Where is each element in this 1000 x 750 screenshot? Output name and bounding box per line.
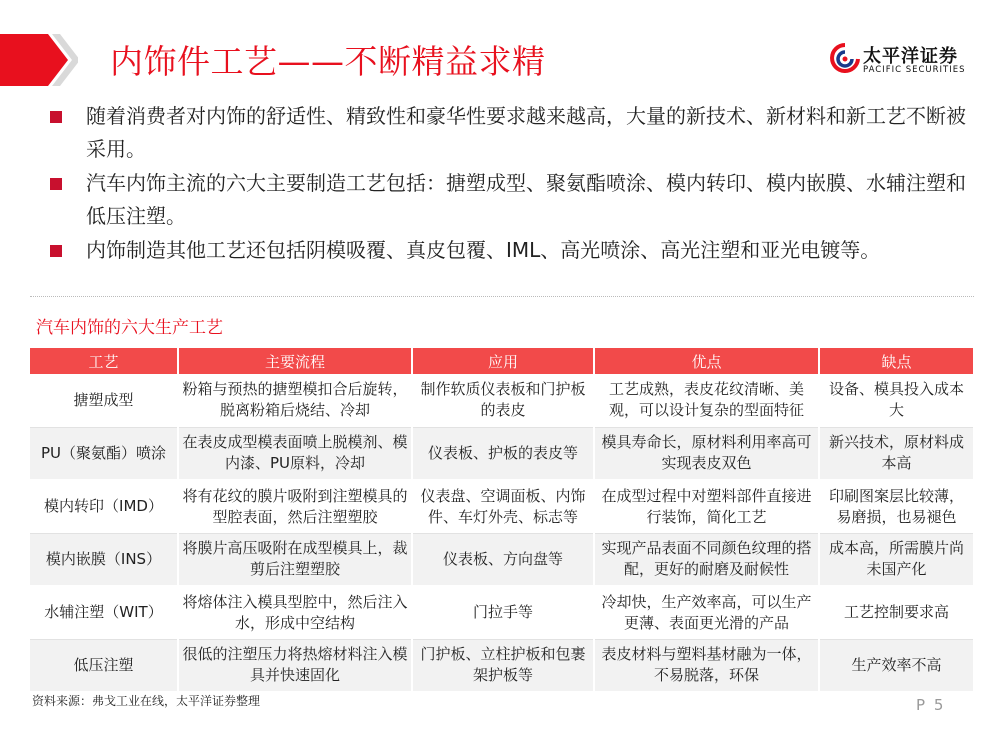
- table-header-row: [30, 348, 974, 374]
- bullet-text: 随着消费者对内饰的舒适性、精致性和豪华性要求越来越高，大量的新技术、新材料和新工艺不断被采用。: [86, 104, 966, 161]
- page-title: 内饰件工艺——不断精益求精: [110, 42, 546, 81]
- cell-process: 低压注塑: [30, 639, 178, 692]
- table-row: [30, 586, 974, 639]
- logo-name-en: PACIFIC SECURITIES: [863, 65, 966, 75]
- table-row: [30, 533, 974, 586]
- bullet-item: [48, 234, 973, 267]
- cell-advantages: 模具寿命长，原材料利用率高可实现表皮双色: [594, 427, 819, 480]
- cell-disadvantages: 生产效率不高: [819, 639, 974, 692]
- cell-application: 制作软质仪表板和门护板的表皮: [412, 374, 594, 427]
- cell-flow: 很低的注塑压力将热熔材料注入模具并快速固化: [178, 639, 412, 692]
- cell-advantages: 表皮材料与塑料基材融为一体，不易脱落，环保: [594, 639, 819, 692]
- cell-flow: 将膜片高压吸附在成型模具上，裁剪后注塑塑胶: [178, 533, 412, 586]
- column-header-advantages: 优点: [594, 348, 819, 374]
- cell-process: 模内嵌膜（INS）: [30, 533, 178, 586]
- cell-advantages: 冷却快，生产效率高，可以生产更薄、表面更光滑的产品: [594, 586, 819, 639]
- logo-name-cn: 太平洋证券: [863, 46, 958, 67]
- table-row: [30, 374, 974, 427]
- cell-process: 模内转印（IMD）: [30, 480, 178, 533]
- pacific-securities-logo-icon: [830, 42, 860, 76]
- cell-application: 仪表板、方向盘等: [412, 533, 594, 586]
- cell-flow: 将有花纹的膜片吸附到注塑模具的型腔表面，然后注塑塑胶: [178, 480, 412, 533]
- cell-application: 仪表盘、空调面板、内饰件、车灯外壳、标志等: [412, 480, 594, 533]
- table-title: 汽车内饰的六大生产工艺: [36, 318, 223, 338]
- cell-process: PU（聚氨酯）喷涂: [30, 427, 178, 480]
- column-header-disadvantages: 缺点: [819, 348, 974, 374]
- header-chevron-icon: [0, 34, 78, 86]
- cell-application: 仪表板、护板的表皮等: [412, 427, 594, 480]
- cell-disadvantages: 印刷图案层比较薄，易磨损，也易褪色: [819, 480, 974, 533]
- bullet-item: [48, 100, 973, 166]
- bullet-text: 汽车内饰主流的六大主要制造工艺包括：搪塑成型、聚氨酯喷涂、模内转印、模内嵌膜、水辅注塑和低压注塑。: [86, 171, 966, 228]
- cell-advantages: 工艺成熟，表皮花纹清晰、美观，可以设计复杂的型面特征: [594, 374, 819, 427]
- cell-disadvantages: 工艺控制要求高: [819, 586, 974, 639]
- bullet-square-icon: [50, 111, 62, 123]
- cell-flow: 在表皮成型模表面喷上脱模剂、模内漆、PU原料，冷却: [178, 427, 412, 480]
- cell-disadvantages: 成本高，所需膜片尚未国产化: [819, 533, 974, 586]
- cell-disadvantages: 设备、模具投入成本大: [819, 374, 974, 427]
- table-row: [30, 427, 974, 480]
- bullet-text: 内饰制造其他工艺还包括阴模吸覆、真皮包覆、IML、高光喷涂、高光注塑和亚光电镀等。: [86, 238, 881, 262]
- cell-process: 搪塑成型: [30, 374, 178, 427]
- page-number: P 5: [916, 696, 946, 714]
- table-row: [30, 480, 974, 533]
- column-header-flow: 主要流程: [178, 348, 412, 374]
- process-table: [30, 348, 975, 693]
- cell-flow: 将熔体注入模具型腔中，然后注入水，形成中空结构: [178, 586, 412, 639]
- column-header-process: 工艺: [30, 348, 178, 374]
- column-header-application: 应用: [412, 348, 594, 374]
- bullet-item: [48, 167, 973, 233]
- section-divider: [30, 296, 974, 297]
- cell-application: 门护板、立柱护板和包裹架护板等: [412, 639, 594, 692]
- cell-application: 门拉手等: [412, 586, 594, 639]
- source-note: 资料来源：弗戈工业在线，太平洋证券整理: [32, 694, 261, 708]
- company-logo: [830, 40, 980, 80]
- cell-flow: 粉箱与预热的搪塑模扣合后旋转，脱离粉箱后烧结、冷却: [178, 374, 412, 427]
- bullet-square-icon: [50, 245, 62, 257]
- table-row: [30, 639, 974, 692]
- cell-advantages: 在成型过程中对塑料部件直接进行装饰，简化工艺: [594, 480, 819, 533]
- cell-advantages: 实现产品表面不同颜色纹理的搭配，更好的耐磨及耐候性: [594, 533, 819, 586]
- cell-process: 水辅注塑（WIT）: [30, 586, 178, 639]
- cell-disadvantages: 新兴技术，原材料成本高: [819, 427, 974, 480]
- bullet-square-icon: [50, 178, 62, 190]
- bullet-list: [48, 100, 973, 268]
